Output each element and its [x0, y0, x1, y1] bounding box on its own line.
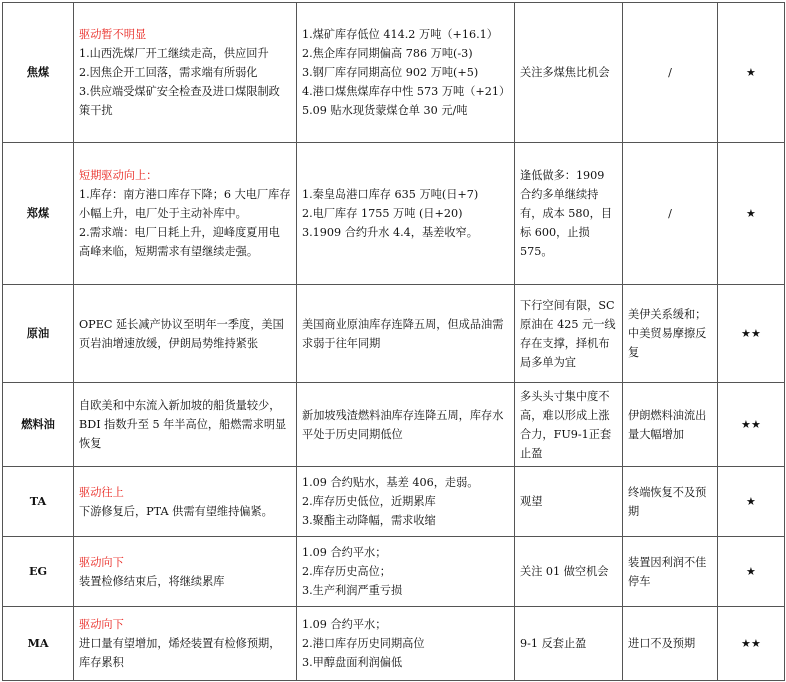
- table-row: [3, 383, 785, 467]
- driver-line: 1.山西洗煤厂开工继续走高，供应回升: [79, 47, 269, 60]
- commodity-name: 郑煤: [3, 143, 74, 285]
- risk-cell: [623, 3, 718, 143]
- table-row: [3, 607, 785, 681]
- table-row: [3, 143, 785, 285]
- driver-line: 进口量有望增加，烯烃装置有检修预期，库存累积: [79, 637, 281, 669]
- strategy-cell: [515, 143, 623, 285]
- risk-line: /: [668, 207, 672, 220]
- strategy-cell: [515, 383, 623, 467]
- risk-line: 装置因利润不佳停车: [628, 555, 707, 588]
- driver-title: 驱动暂不明显: [79, 28, 147, 41]
- data-cell: [297, 607, 515, 681]
- risk-cell: [623, 285, 718, 383]
- driver-line: 装置检修结束后，将继续累库: [79, 574, 225, 588]
- commodity-name: 焦煤: [3, 3, 74, 143]
- rating-stars: ★★: [718, 285, 785, 383]
- data-line: 3.1909 合约升水 4.4，基差收窄。: [302, 226, 478, 239]
- driver-title: 短期驱动向上：: [79, 169, 158, 182]
- data-cell: [297, 143, 515, 285]
- data-line: 1.09 合约贴水，基差 406，走弱。: [302, 476, 479, 489]
- risk-cell: [623, 607, 718, 681]
- driver-title: 驱动往上: [79, 485, 124, 499]
- driver-cell: [74, 537, 297, 607]
- data-line: 4.港口煤焦煤库存中性 573 万吨（+21）: [302, 85, 511, 98]
- strategy-line: 多头头寸集中度不高，难以形成上涨合力，FU9-1正套止盈: [520, 389, 612, 460]
- driver-cell: [74, 607, 297, 681]
- strategy-line: 逢低做多：1909 合约多单继续持有，成本 580，目标 600，止损 575。: [520, 169, 613, 258]
- data-line: 1.秦皇岛港口库存 635 万吨(日+7): [302, 188, 479, 201]
- strategy-cell: [515, 467, 623, 537]
- data-line: 1.09 合约平水；: [302, 618, 387, 631]
- driver-cell: [74, 3, 297, 143]
- strategy-line: 9-1 反套止盈: [520, 637, 587, 650]
- driver-cell: [74, 383, 297, 467]
- data-line: 2.焦企库存同期偏高 786 万吨(-3): [302, 47, 473, 60]
- data-line: 1.09 合约平水；: [302, 546, 387, 559]
- driver-cell: [74, 143, 297, 285]
- strategy-line: 关注 01 做空机会: [520, 565, 609, 578]
- data-line: 3.甲醇盘面利润偏低: [302, 656, 403, 669]
- driver-line: OPEC 延长减产协议至明年一季度，美国页岩油增速放缓，伊朗局势维持紧张: [79, 317, 284, 350]
- risk-line: 终端恢复不及预期: [628, 485, 707, 518]
- data-line: 新加坡残渣燃料油库存连降五周，库存水平处于历史同期低位: [302, 408, 504, 441]
- risk-line: 伊朗燃料油流出量大幅增加: [628, 408, 707, 441]
- strategy-cell: [515, 285, 623, 383]
- data-line: 3.钢厂库存同期高位 902 万吨(+5): [302, 66, 479, 79]
- rating-stars: ★: [718, 143, 785, 285]
- data-line: 2.电厂库存 1755 万吨 (日+20): [302, 207, 463, 220]
- driver-title: 驱动向下: [79, 555, 124, 569]
- driver-title: 驱动向下: [79, 618, 124, 631]
- driver-line: 下游修复后，PTA 供需有望维持偏紧。: [79, 504, 273, 518]
- strategy-cell: [515, 607, 623, 681]
- rating-stars: ★: [718, 3, 785, 143]
- rating-stars: ★★: [718, 383, 785, 467]
- strategy-line: 下行空间有限，SC 原油在 425 元一线存在支撑，择机布局多单为宜: [520, 298, 616, 369]
- table-row: [3, 537, 785, 607]
- driver-cell: [74, 285, 297, 383]
- table-row: [3, 3, 785, 143]
- data-line: 3.生产利润严重亏损: [302, 584, 403, 597]
- data-cell: [297, 467, 515, 537]
- commodity-strategy-table: [2, 2, 785, 681]
- data-line: 3.聚酯主动降幅，需求收缩: [302, 514, 436, 527]
- risk-cell: [623, 383, 718, 467]
- table-row: [3, 285, 785, 383]
- data-line: 2.库存历史高位；: [302, 565, 391, 578]
- risk-line: 美伊关系缓和；中美贸易摩擦反复: [628, 308, 707, 359]
- risk-cell: [623, 537, 718, 607]
- commodity-name: 燃料油: [3, 383, 74, 467]
- rating-stars: ★: [718, 537, 785, 607]
- strategy-line: 观望: [520, 495, 543, 508]
- data-line: 2.库存历史低位，近期累库: [302, 495, 436, 508]
- driver-line: 自欧美和中东流入新加坡的船货量较少，BDI 指数升至 5 年半高位，船燃需求明显恢复: [79, 399, 287, 450]
- strategy-cell: [515, 537, 623, 607]
- strategy-line: 关注多煤焦比机会: [520, 66, 610, 79]
- data-cell: [297, 383, 515, 467]
- commodity-name: 原油: [3, 285, 74, 383]
- strategy-cell: [515, 3, 623, 143]
- driver-line: 1.库存：南方港口库存下降；6 大电厂库存小幅上升，电厂处于主动补库中。: [79, 188, 291, 220]
- risk-cell: [623, 143, 718, 285]
- data-line: 1.煤矿库存低位 414.2 万吨（+16.1）: [302, 28, 498, 41]
- commodity-name: MA: [3, 607, 74, 681]
- data-line: 5.09 贴水现货蒙煤仓单 30 元/吨: [302, 104, 468, 117]
- data-cell: [297, 537, 515, 607]
- risk-cell: [623, 467, 718, 537]
- commodity-name: TA: [3, 467, 74, 537]
- rating-stars: ★★: [718, 607, 785, 681]
- data-line: 美国商业原油库存连降五周，但成品油需求弱于往年同期: [302, 317, 504, 350]
- data-line: 2.港口库存历史同期高位: [302, 637, 425, 650]
- driver-cell: [74, 467, 297, 537]
- driver-line: 2.因焦企开工回落，需求端有所弱化: [79, 66, 258, 79]
- data-cell: [297, 285, 515, 383]
- rating-stars: ★: [718, 467, 785, 537]
- table-row: [3, 467, 785, 537]
- driver-line: 2.需求端：电厂日耗上升，迎峰度夏用电高峰来临，短期需求有望继续走强。: [79, 226, 280, 258]
- risk-line: 进口不及预期: [628, 637, 696, 650]
- risk-line: /: [668, 66, 672, 79]
- commodity-name: EG: [3, 537, 74, 607]
- driver-line: 3.供应端受煤矿安全检查及进口煤限制政策干扰: [79, 85, 280, 117]
- data-cell: [297, 3, 515, 143]
